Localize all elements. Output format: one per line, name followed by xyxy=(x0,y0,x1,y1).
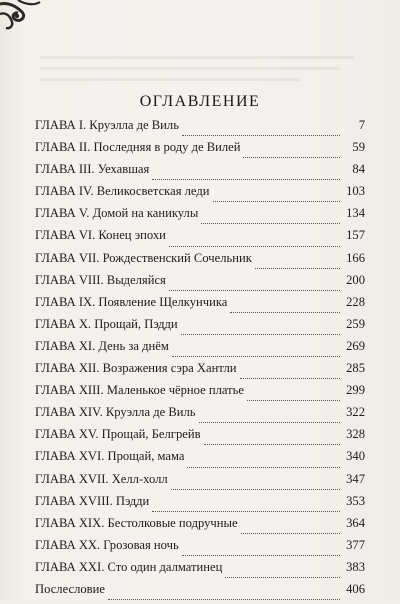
toc-entry-page: 299 xyxy=(346,383,365,398)
toc-entry-page: 157 xyxy=(346,228,365,243)
toc-entry-page: 200 xyxy=(346,272,365,287)
toc-entry-page: 166 xyxy=(346,250,365,265)
dot-leader xyxy=(230,311,340,313)
dot-leader xyxy=(152,510,340,512)
toc-entry[interactable] xyxy=(35,560,365,582)
toc-entry[interactable] xyxy=(35,295,365,317)
toc-entry-title: ГЛАВА XII. Возражения сэра Хантли xyxy=(35,361,237,376)
bleed-through-line xyxy=(40,78,300,81)
toc-entry-title: ГЛАВА II. Последняя в роду де Вилей xyxy=(35,140,241,155)
dot-leader xyxy=(152,178,340,180)
toc-entry[interactable] xyxy=(35,427,365,449)
toc-entry-page: 59 xyxy=(352,140,365,155)
table-of-contents xyxy=(35,118,365,604)
toc-entry-title: Послесловие xyxy=(35,581,105,596)
toc-entry-title: ГЛАВА V. Домой на каникулы xyxy=(35,206,199,221)
toc-entry-page: 383 xyxy=(346,559,365,574)
dot-leader xyxy=(182,134,340,136)
dot-leader xyxy=(213,200,341,202)
corner-ornament-icon xyxy=(0,0,60,30)
dot-leader xyxy=(204,443,340,445)
dot-leader xyxy=(255,267,340,269)
toc-entry[interactable] xyxy=(35,494,365,516)
toc-entry[interactable] xyxy=(35,383,365,405)
dot-leader xyxy=(240,377,340,379)
toc-entry-title: ГЛАВА XIV. Круэлла де Виль xyxy=(35,405,196,420)
toc-entry[interactable] xyxy=(35,538,365,560)
toc-entry-page: 228 xyxy=(346,294,365,309)
toc-entry-page: 364 xyxy=(346,515,365,530)
dot-leader xyxy=(171,488,340,490)
toc-entry-page: 259 xyxy=(346,316,365,331)
toc-entry-page: 340 xyxy=(346,449,365,464)
toc-entry[interactable] xyxy=(35,251,365,273)
dot-leader xyxy=(225,576,340,578)
page-title: ОГЛАВЛЕНИЕ xyxy=(139,93,261,110)
toc-entry-page: 7 xyxy=(358,118,365,132)
toc-entry[interactable] xyxy=(35,516,365,538)
toc-entry-title: ГЛАВА XVI. Прощай, мама xyxy=(35,449,185,464)
dot-leader xyxy=(169,289,340,291)
dot-leader xyxy=(169,245,340,247)
toc-entry-title: ГЛАВА XIX. Бестолковые подручные xyxy=(35,515,238,530)
toc-entry-title: ГЛАВА XVIII. Пэдди xyxy=(35,493,150,508)
toc-entry[interactable] xyxy=(35,317,365,339)
toc-entry-page: 285 xyxy=(346,361,365,376)
toc-entry-page: 322 xyxy=(346,405,365,420)
toc-entry-title: ГЛАВА XV. Прощай, Белгрейв xyxy=(35,427,201,442)
toc-entry-title: ГЛАВА VII. Рождественский Сочельник xyxy=(35,250,252,265)
toc-entry[interactable] xyxy=(35,118,365,140)
toc-entry-title: ГЛАВА XXI. Сто один далматинец xyxy=(35,559,223,574)
toc-entry[interactable] xyxy=(35,405,365,427)
toc-entry-page: 377 xyxy=(346,537,365,552)
toc-entry-page: 134 xyxy=(346,206,365,221)
toc-entry-title: ГЛАВА X. Прощай, Пэдди xyxy=(35,316,178,331)
toc-entry-page: 347 xyxy=(346,471,365,486)
toc-entry[interactable] xyxy=(35,162,365,184)
toc-entry-page: 269 xyxy=(346,338,365,353)
toc-entry[interactable] xyxy=(35,361,365,383)
bleed-through-line xyxy=(40,67,340,70)
toc-entry-title: ГЛАВА I. Круэлла де Виль xyxy=(35,118,179,132)
toc-entry[interactable] xyxy=(35,339,365,361)
toc-entry-title: ГЛАВА XIII. Маленькое чёрное платье xyxy=(35,383,244,398)
toc-entry[interactable] xyxy=(35,206,365,228)
dot-leader xyxy=(187,466,340,468)
toc-entry-title: ГЛАВА XVII. Хелл-холл xyxy=(35,471,168,486)
toc-entry[interactable] xyxy=(35,273,365,295)
toc-entry[interactable] xyxy=(35,140,365,162)
toc-entry-page: 328 xyxy=(346,427,365,442)
dot-leader xyxy=(243,156,340,158)
toc-entry-page: 84 xyxy=(352,162,365,177)
toc-entry[interactable] xyxy=(35,184,365,206)
dot-leader xyxy=(201,222,340,224)
toc-entry[interactable] xyxy=(35,582,365,604)
dot-leader xyxy=(199,421,340,423)
dot-leader xyxy=(241,532,340,534)
toc-entry-title: ГЛАВА VI. Конец эпохи xyxy=(35,228,166,243)
dot-leader xyxy=(172,355,340,357)
dot-leader xyxy=(247,399,340,401)
toc-entry[interactable] xyxy=(35,228,365,250)
toc-entry[interactable] xyxy=(35,449,365,471)
dot-leader xyxy=(181,333,340,335)
toc-entry-page: 353 xyxy=(346,493,365,508)
bleed-through-line xyxy=(40,56,355,59)
toc-entry-title: ГЛАВА XX. Грозовая ночь xyxy=(35,537,179,552)
toc-entry-title: ГЛАВА XI. День за днём xyxy=(35,338,169,353)
toc-entry-title: ГЛАВА IX. Появление Щелкунчика xyxy=(35,294,228,309)
dot-leader xyxy=(182,554,340,556)
toc-entry-page: 406 xyxy=(346,581,365,596)
toc-entry-title: ГЛАВА III. Уехавшая xyxy=(35,162,150,177)
toc-entry[interactable] xyxy=(35,472,365,494)
toc-entry-page: 103 xyxy=(346,184,365,199)
toc-entry-title: ГЛАВА IV. Великосветская леди xyxy=(35,184,210,199)
toc-entry-title: ГЛАВА VIII. Выделяйся xyxy=(35,272,166,287)
